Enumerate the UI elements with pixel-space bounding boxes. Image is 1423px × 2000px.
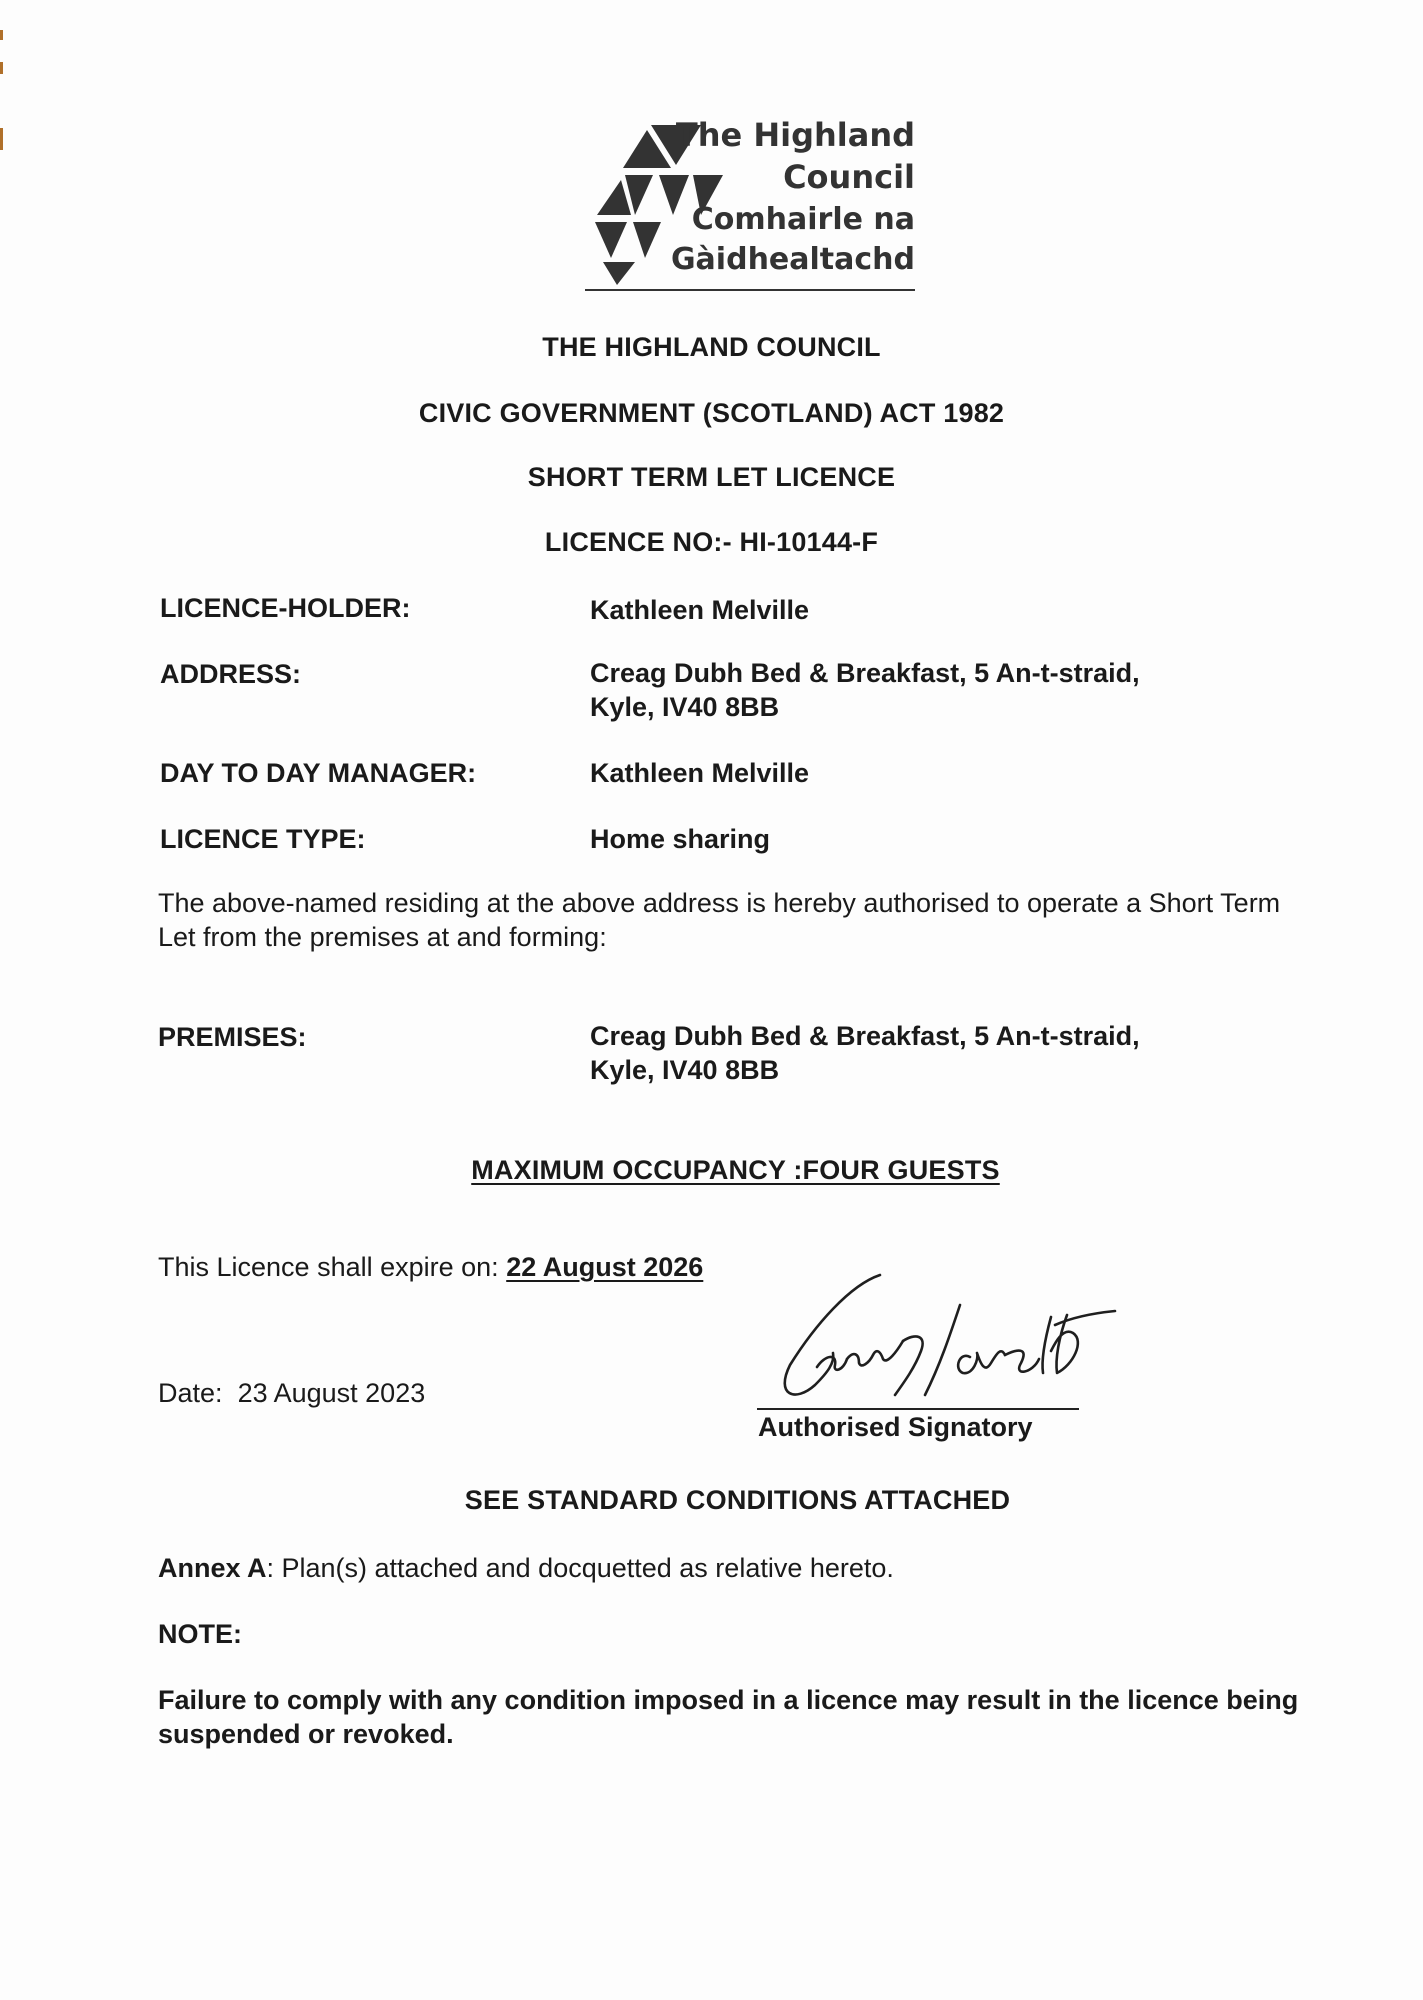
issue-date-value: 23 August 2023 bbox=[237, 1378, 426, 1408]
scan-edge-mark bbox=[0, 30, 3, 40]
logo-name-gaelic-2: Gàidhealtachd bbox=[670, 242, 915, 277]
note-label: NOTE: bbox=[158, 1619, 242, 1649]
address-value bbox=[590, 656, 1140, 724]
address-line-1: Creag Dubh Bed & Breakfast, 5 An-t-straid, bbox=[590, 658, 1140, 688]
licence-type-value: Home sharing bbox=[590, 824, 771, 854]
premises-line-2: Kyle, IV40 8BB bbox=[590, 1055, 780, 1085]
manager-label: DAY TO DAY MANAGER: bbox=[160, 758, 477, 788]
maximum-occupancy: MAXIMUM OCCUPANCY :FOUR GUESTS bbox=[471, 1155, 1000, 1185]
premises-label: PREMISES: bbox=[158, 1022, 307, 1052]
logo-name-gaelic-1: Comhairle na bbox=[691, 202, 915, 237]
annex-label: Annex A bbox=[158, 1553, 267, 1583]
licence-holder-label: LICENCE-HOLDER: bbox=[160, 593, 411, 623]
licence-type-label: LICENCE TYPE: bbox=[160, 824, 366, 854]
annex-text: : Plan(s) attached and docquetted as relative hereto. bbox=[266, 1553, 894, 1583]
signature-scribble-icon bbox=[755, 1255, 1155, 1415]
premises-line-1: Creag Dubh Bed & Breakfast, 5 An-t-straid, bbox=[590, 1021, 1140, 1051]
note-text: Failure to comply with any condition imposed in a licence may result in the licence being suspended or revoked. bbox=[158, 1685, 1299, 1749]
address-line-2: Kyle, IV40 8BB bbox=[590, 692, 780, 722]
logo-underline bbox=[585, 289, 915, 291]
annex-line bbox=[158, 1551, 1308, 1585]
premises-value bbox=[590, 1019, 1140, 1087]
issue-date-label: Date: bbox=[158, 1378, 223, 1408]
council-heading: THE HIGHLAND COUNCIL bbox=[542, 332, 881, 362]
scan-edge-mark bbox=[0, 128, 3, 150]
licence-title: SHORT TERM LET LICENCE bbox=[527, 462, 896, 492]
licence-number: LICENCE NO:- HI-10144-F bbox=[544, 527, 879, 557]
scan-edge-mark bbox=[0, 62, 3, 74]
manager-value: Kathleen Melville bbox=[590, 758, 810, 788]
logo-name-english-1: The Highland bbox=[675, 116, 915, 154]
address-label: ADDRESS: bbox=[160, 659, 302, 689]
authorisation-text: The above-named residing at the above address is hereby authorised to operate a Short Term Let from the premises at and forming: bbox=[158, 888, 1281, 952]
logo-name-english-2: Council bbox=[783, 158, 915, 196]
standard-conditions-heading: SEE STANDARD CONDITIONS ATTACHED bbox=[464, 1485, 1011, 1515]
authorised-signatory-label: Authorised Signatory bbox=[758, 1412, 1033, 1442]
signature-line bbox=[757, 1408, 1079, 1410]
licence-holder-value: Kathleen Melville bbox=[590, 595, 810, 625]
highland-council-logo bbox=[583, 116, 923, 295]
expiry-prefix: This Licence shall expire on: bbox=[158, 1252, 499, 1282]
handwritten-signature bbox=[755, 1255, 1155, 1415]
act-heading: CIVIC GOVERNMENT (SCOTLAND) ACT 1982 bbox=[418, 398, 1005, 428]
expiry-date: 22 August 2026 bbox=[506, 1252, 704, 1282]
